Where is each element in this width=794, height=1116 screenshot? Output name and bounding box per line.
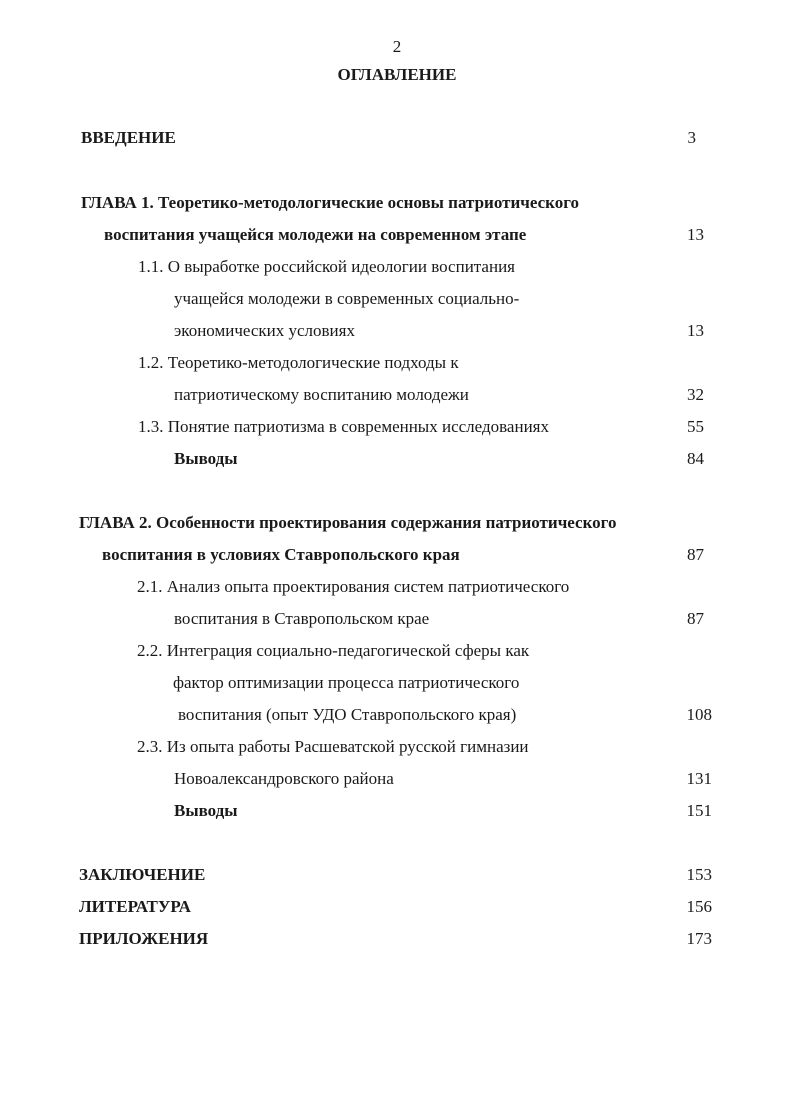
toc-label: 2.1. Анализ опыта проектирования систем патриотического — [137, 577, 570, 596]
toc-label: 1.2. Теоретико-методологические подходы к — [138, 353, 459, 372]
toc-page: 87 — [687, 545, 704, 564]
toc-label: 2.3. Из опыта работы Расшеватской русской гимназии — [137, 737, 529, 756]
toc-page: 151 — [686, 801, 712, 820]
toc-label: 2.2. Интеграция социально-педагогической сферы как — [137, 641, 530, 660]
toc-label: 1.1. О выработке российской идеологии воспитания — [138, 257, 515, 276]
toc-page: 32 — [687, 385, 704, 404]
toc-page: 3 — [687, 128, 696, 147]
toc-label: Выводы — [174, 449, 238, 468]
toc-label: ПРИЛОЖЕНИЯ — [79, 929, 209, 948]
toc-label-continued: экономических условиях — [174, 321, 355, 340]
toc-label: ГЛАВА 2. Особенности проектирования содержания патриотического — [79, 513, 617, 532]
toc-label-continued: воспитания учащейся молодежи на современном этапе — [104, 225, 527, 244]
toc-page: 87 — [687, 609, 704, 628]
toc-label-continued: воспитания в условиях Ставропольского края — [102, 545, 460, 564]
toc-page: 108 — [686, 705, 712, 724]
toc-page: 55 — [687, 417, 704, 436]
toc-label-continued: Новоалександровского района — [174, 769, 394, 788]
toc-label: Выводы — [174, 801, 238, 820]
toc-page: 156 — [686, 897, 712, 916]
toc-page: 153 — [686, 865, 712, 884]
page-title: ОГЛАВЛЕНИЕ — [337, 65, 457, 84]
toc-label: ВВЕДЕНИЕ — [81, 128, 176, 147]
toc-label-continued: патриотическому воспитанию молодежи — [174, 385, 469, 404]
toc-label-continued: воспитания (опыт УДО Ставропольского края) — [178, 705, 517, 724]
toc-label-continued: воспитания в Ставропольском крае — [174, 609, 430, 628]
toc-label: 1.3. Понятие патриотизма в современных исследованиях — [138, 417, 549, 436]
toc-label: ЛИТЕРАТУРА — [79, 897, 191, 916]
toc-label: ЗАКЛЮЧЕНИЕ — [79, 865, 206, 884]
toc-page: 13 — [687, 321, 704, 340]
toc-page: 131 — [686, 769, 712, 788]
toc-label-continued: фактор оптимизации процесса патриотического — [173, 673, 520, 692]
toc-page: 84 — [687, 449, 704, 468]
toc-page: 173 — [686, 929, 712, 948]
toc-page: 13 — [687, 225, 704, 244]
page-number: 2 — [392, 37, 402, 56]
toc-label: ГЛАВА 1. Теоретико-методологические основы патриотического — [81, 193, 580, 212]
toc-label-continued: учащейся молодежи в современных социально- — [174, 289, 520, 308]
